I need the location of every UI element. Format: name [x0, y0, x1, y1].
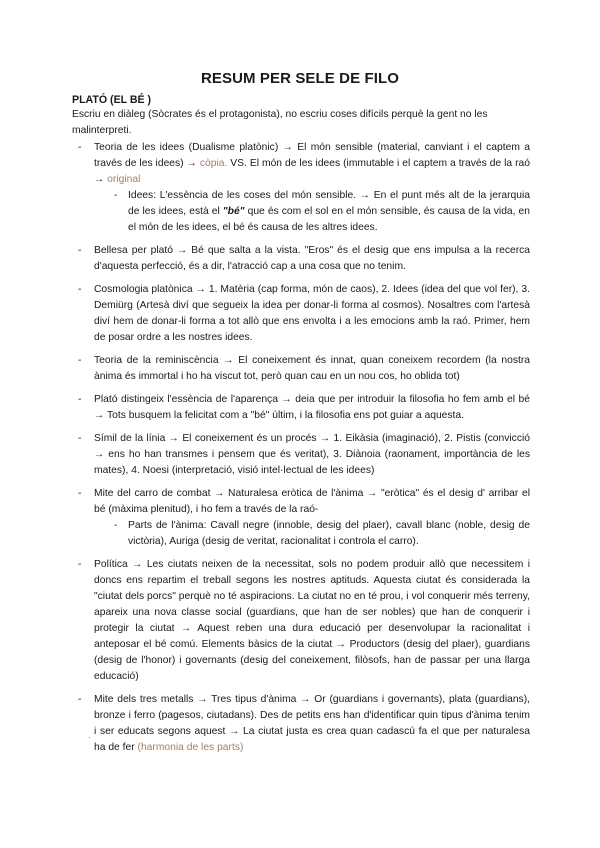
item-text: Teoria de la reminiscència → El coneixement és innat, quan coneixem recordem (la nostra ànima és immortal i ho ha viscut tot, però quan cau en un nou cos, ho oblida tot)	[94, 355, 530, 382]
sub-item-text: que és com el sol en el món sensible, és causa de la vida, en el món de les idees, el bé és causa de les altres idees.	[128, 206, 531, 233]
list-item-ideas	[72, 140, 530, 236]
item-text: Teoria de les idees (Dualisme platònic) → El món sensible (material, canviant i el captem a través de les idees) →	[94, 142, 530, 169]
list-item-line	[72, 431, 530, 479]
item-text: Símil de la línia → El coneixement és un procés → 1. Eikàsia (imaginació), 2. Pistis (convicció → ens ho han transmes i pensem que és veritat), 3. Diànoia (raonament, importància de les mates), 4. Noesi (interpretació, visió intel·lectual de les idees)	[94, 433, 530, 476]
notes-list	[72, 140, 530, 763]
emphasis-text: "bé"	[222, 206, 245, 217]
list-item-beauty	[72, 243, 530, 275]
item-text: VS. El món de les idees (immutable i el captem a través de la raó →	[94, 158, 530, 185]
item-text: Mite del carro de combat → Naturalesa eròtica de l'ànima → "eròtica" és el desig d' arribar el bé (màxima plenitud), i ho fem a través de la raó-	[94, 488, 530, 515]
sub-list	[94, 188, 530, 236]
sub-item-ideas	[114, 188, 530, 236]
highlight-text: (harmonia de les parts)	[137, 742, 244, 753]
section-heading: PLATÓ (EL BÉ )	[72, 94, 152, 106]
stray-mark: ·	[88, 733, 91, 742]
sub-item-text: Parts de l'ànima: Cavall negre (innoble, desig del plaer), cavall blanc (noble, desig de victòria), Auriga (desig de veritat, racionalitat i controla el carro).	[128, 520, 530, 547]
list-item-cosmology	[72, 282, 530, 346]
item-text: Política → Les ciutats neixen de la necessitat, sols no podem produir allò que necessitem i doncs ens repartim el treball segons les nostres aptituds. Aquesta ciutat és considerada la "ciutat dels porcs" perquè no té aspiracions. La ciutat no en té prou, i vol conquerir més terreny, apareix una nova classe social (guardians, que han de ser nobles) que han de conquerir i protegir la ciutat → Aquest reben una dura educació per desenvolupar la racionalitat i anteposar el bé comú. Elements bàsics de la ciutat → Productors (desig del plaer), guardians (desig de l'honor) i governants (desig del coneixement, filòsofs, han de passar per una llarga educació)	[94, 559, 530, 682]
sub-item-text: Idees: L'essència de les coses del món sensible. → En el punt més alt de la jerarquia de les idees, està el	[128, 190, 530, 217]
highlight-text: còpia.	[199, 158, 228, 169]
intro-paragraph: Escriu en diàleg (Sòcrates és el protagonista), no escriu coses difícils perquè la gent no les malinterpreti.	[72, 109, 488, 136]
list-item-politics	[72, 557, 530, 685]
item-text: Mite dels tres metalls → Tres tipus d'ànima → Or (guardians i governants), plata (guardians), bronze i ferro (pagesos, ciutadans). Des de petits ens han d'identificar quin tipus d'ànima tenim i ser educats segons aquest → La ciutat justa es crea quan cadascú fa el que per naturalesa ha de fer	[94, 694, 530, 753]
highlight-text: original	[107, 174, 141, 185]
sub-item-soul-parts	[114, 518, 530, 550]
list-item-essence	[72, 392, 530, 424]
item-text: Cosmologia platònica → 1. Matèria (cap forma, món de caos), 2. Idees (idea del que vol fer), 3. Demiürg (Artesà diví que segueix la idea per donar-li forma al cosmos). Nosaltres com l'artesà diví hem de donar-li forma a tot allò que ens envolta i a les emocions amb la raó. Primer, hem de posar ordre a les nostres idees.	[94, 284, 530, 343]
item-text: Plató distingeix l'essència de l'aparença → deia que per introduir la filosofia ho fem amb el bé → Tots busquem la felicitat com a "bé" últim, i la filosofia ens pot guiar a aquesta.	[94, 394, 530, 421]
sub-list	[94, 518, 530, 550]
item-text: Bellesa per plató → Bé que salta a la vista. "Eros" és el desig que ens impulsa a la recerca d'aquesta perfecció, és a dir, l'atracció cap a una cosa que no tenim.	[94, 245, 530, 272]
list-item-chariot	[72, 486, 530, 550]
list-item-metals	[72, 692, 530, 756]
document-title: RESUM PER SELE DE FILO	[200, 70, 400, 87]
list-item-reminiscence	[72, 353, 530, 385]
